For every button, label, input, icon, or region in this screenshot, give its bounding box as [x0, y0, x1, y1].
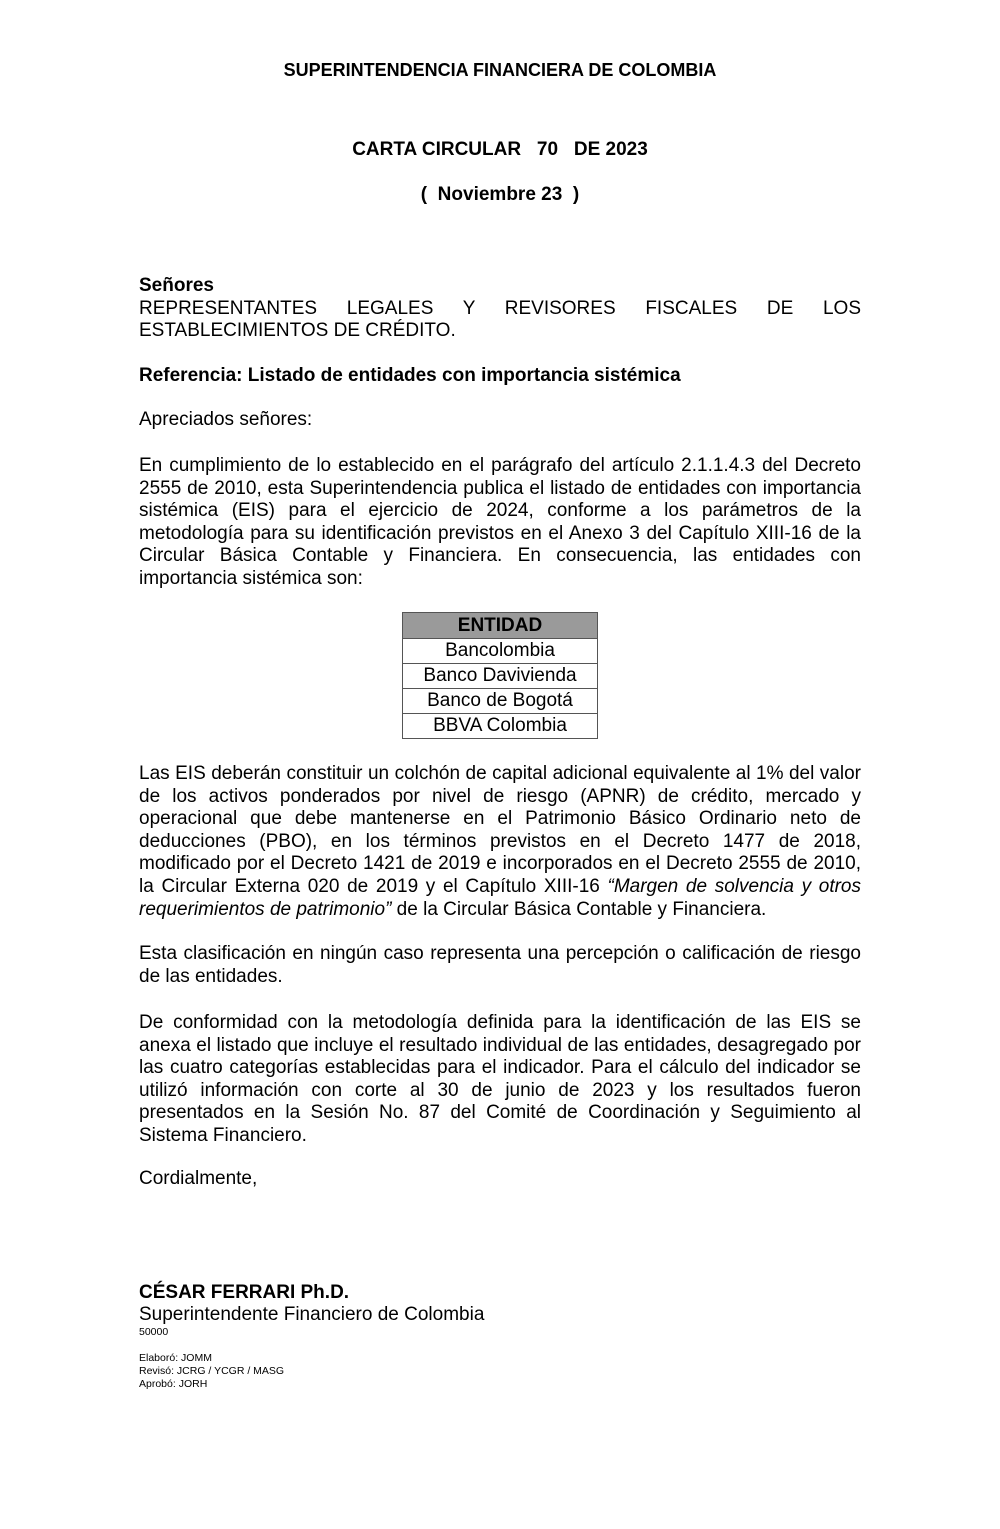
entity-table [402, 612, 598, 739]
credit-approved: Aprobó: JORH [139, 1378, 208, 1390]
paragraph-2 [139, 763, 861, 921]
paragraph-4: De conformidad con la metodología definida para la identificación de las EIS se anexa el listado que incluye el resultado individual de las entidades, desagregado por las cuatro categorías establecidas para el indicador. Para el cálculo del indicador se utilizó información con corte al 30 de junio de 2023 y los resultados fueron presentados en la Sesión No. 87 del Comité de Coordinación y Seguimiento al Sistema Financiero. [139, 1012, 861, 1146]
circular-title: CARTA CIRCULAR 70 DE 2023 [352, 139, 648, 160]
table-row [403, 664, 598, 689]
credit-prepared: Elaboró: JOMM [139, 1352, 212, 1364]
credit-reviewed: Revisó: JCRG / YCGR / MASG [139, 1365, 285, 1377]
organization-name: SUPERINTENDENCIA FINANCIERA DE COLOMBIA [283, 60, 717, 80]
closing: Cordialmente, [139, 1168, 258, 1189]
table-cell: Banco Davivienda [403, 664, 598, 689]
paragraph-3: Esta clasificación en ningún caso representa una percepción o calificación de riesgo de las entidades. [139, 943, 861, 987]
table-cell: Bancolombia [403, 639, 598, 664]
addressee [139, 275, 861, 343]
credits [139, 1352, 284, 1391]
document-code: 50000 [139, 1326, 169, 1338]
paragraph-2-italic-title: “Margen de solvencia y otros requerimientos de patrimonio” [139, 875, 861, 920]
table-row [403, 689, 598, 714]
greeting: Apreciados señores: [139, 409, 313, 430]
paragraph-1: En cumplimiento de lo establecido en el parágrafo del artículo 2.1.1.4.3 del Decreto 2555 de 2010, esta Superintendencia publica el listado de entidades con importancia sistémica (EIS) para el ejercicio de 2024, conforme a los parámetros de la metodología para su identificación previstos en el Anexo 3 del Capítulo XIII-16 de la Circular Básica Contable y Financiera. En consecuencia, las entidades con importancia sistémica son: [139, 455, 861, 589]
table-row [403, 639, 598, 664]
circular-date: ( Noviembre 23 ) [420, 184, 580, 205]
paragraph-2-text-end: de la Circular Básica Contable y Financiera. [391, 898, 767, 920]
reference-line: Referencia: Listado de entidades con importancia sistémica [139, 365, 681, 386]
table-row [403, 714, 598, 739]
signer-role: Superintendente Financiero de Colombia [139, 1304, 485, 1325]
table-cell: BBVA Colombia [403, 714, 598, 739]
signer-name: CÉSAR FERRARI Ph.D. [139, 1282, 350, 1303]
paragraph-2-text: Las EIS deberán constituir un colchón de capital adicional equivalente al 1% del valor de los activos ponderados por nivel de riesgo (APNR) de crédito, mercado y operacional que debe mantenerse en el Patrimonio Básico Ordinario neto de deducciones (PBO), en los términos previstos en el Decreto 1477 de 2018, modificado por el Decreto 1421 de 2019 e incorporados en el Decreto 2555 de 2010, la Circular Externa 020 de 2019 y el Capítulo XIII-16 [139, 763, 861, 897]
addressee-recipients: REPRESENTANTES LEGALES Y REVISORES FISCALES DE LOS ESTABLECIMIENTOS DE CRÉDITO. [139, 297, 861, 342]
table-header-cell: ENTIDAD [403, 613, 598, 639]
table-cell: Banco de Bogotá [403, 689, 598, 714]
addressee-salutation: Señores [139, 275, 214, 296]
table-header-row [403, 613, 598, 639]
